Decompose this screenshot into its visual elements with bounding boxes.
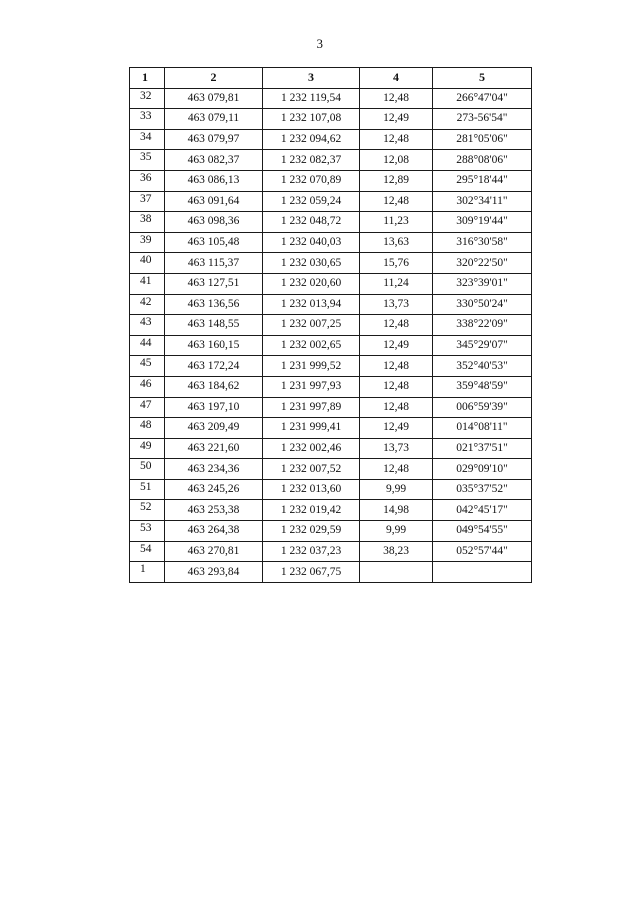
distance-cell: 38,23: [360, 541, 433, 562]
table-row: [130, 109, 532, 130]
bearing-cell: 281°05'06": [433, 129, 532, 150]
x-coordinate-cell: 463 082,37: [165, 150, 263, 171]
table-row: [130, 376, 532, 397]
table-row: [130, 356, 532, 377]
point-number-cell: 53: [130, 521, 165, 542]
x-coordinate-cell: 463 086,13: [165, 170, 263, 191]
point-number-cell: 42: [130, 294, 165, 315]
y-coordinate-cell: 1 232 007,52: [263, 459, 360, 480]
point-number-cell: 38: [130, 212, 165, 233]
bearing-cell: 345°29'07": [433, 335, 532, 356]
point-number-cell: 51: [130, 479, 165, 500]
point-number-cell: 32: [130, 88, 165, 109]
bearing-cell: 052°57'44": [433, 541, 532, 562]
distance-cell: 12,08: [360, 150, 433, 171]
y-coordinate-cell: 1 232 037,23: [263, 541, 360, 562]
x-coordinate-cell: 463 209,49: [165, 418, 263, 439]
x-coordinate-cell: 463 079,81: [165, 88, 263, 109]
table-row: [130, 541, 532, 562]
table-row: [130, 397, 532, 418]
point-number-cell: 36: [130, 170, 165, 191]
table-row: [130, 150, 532, 171]
y-coordinate-cell: 1 232 107,08: [263, 109, 360, 130]
column-header-1: 1: [130, 68, 165, 89]
column-header-4: 4: [360, 68, 433, 89]
y-coordinate-cell: 1 232 059,24: [263, 191, 360, 212]
distance-cell: 13,73: [360, 294, 433, 315]
point-number-cell: 44: [130, 335, 165, 356]
bearing-cell: 309°19'44": [433, 212, 532, 233]
distance-cell: 12,49: [360, 418, 433, 439]
bearing-cell: 049°54'55": [433, 521, 532, 542]
x-coordinate-cell: 463 293,84: [165, 562, 263, 583]
point-number-cell: 48: [130, 418, 165, 439]
table-row: [130, 479, 532, 500]
distance-cell: 12,48: [360, 397, 433, 418]
y-coordinate-cell: 1 232 067,75: [263, 562, 360, 583]
x-coordinate-cell: 463 079,11: [165, 109, 263, 130]
x-coordinate-cell: 463 091,64: [165, 191, 263, 212]
table-row: [130, 88, 532, 109]
x-coordinate-cell: 463 160,15: [165, 335, 263, 356]
distance-cell: 11,24: [360, 273, 433, 294]
y-coordinate-cell: 1 232 048,72: [263, 212, 360, 233]
bearing-cell: 042°45'17": [433, 500, 532, 521]
table-row: [130, 212, 532, 233]
bearing-cell: 316°30'58": [433, 232, 532, 253]
point-number-cell: 33: [130, 109, 165, 130]
x-coordinate-cell: 463 148,55: [165, 315, 263, 336]
point-number-cell: 45: [130, 356, 165, 377]
distance-cell: 9,99: [360, 521, 433, 542]
table-row: [130, 129, 532, 150]
point-number-cell: 35: [130, 150, 165, 171]
distance-cell: 12,48: [360, 191, 433, 212]
x-coordinate-cell: 463 184,62: [165, 376, 263, 397]
distance-cell: 12,48: [360, 356, 433, 377]
bearing-cell: 359°48'59": [433, 376, 532, 397]
y-coordinate-cell: 1 232 007,25: [263, 315, 360, 336]
distance-cell: 12,48: [360, 88, 433, 109]
distance-cell: 14,98: [360, 500, 433, 521]
distance-cell: 15,76: [360, 253, 433, 274]
bearing-cell: [433, 562, 532, 583]
table-row: [130, 232, 532, 253]
table-row: [130, 438, 532, 459]
column-header-2: 2: [165, 68, 263, 89]
y-coordinate-cell: 1 232 019,42: [263, 500, 360, 521]
x-coordinate-cell: 463 079,97: [165, 129, 263, 150]
distance-cell: 12,49: [360, 109, 433, 130]
x-coordinate-cell: 463 197,10: [165, 397, 263, 418]
y-coordinate-cell: 1 231 999,41: [263, 418, 360, 439]
distance-cell: 12,48: [360, 459, 433, 480]
point-number-cell: 54: [130, 541, 165, 562]
bearing-cell: 266°47'04": [433, 88, 532, 109]
coordinates-table: [129, 67, 532, 583]
table-row: [130, 294, 532, 315]
table-row: [130, 315, 532, 336]
distance-cell: [360, 562, 433, 583]
point-number-cell: 40: [130, 253, 165, 274]
bearing-cell: 320°22'50": [433, 253, 532, 274]
distance-cell: 12,89: [360, 170, 433, 191]
x-coordinate-cell: 463 098,36: [165, 212, 263, 233]
x-coordinate-cell: 463 264,38: [165, 521, 263, 542]
x-coordinate-cell: 463 172,24: [165, 356, 263, 377]
table-row: [130, 562, 532, 583]
table-row: [130, 253, 532, 274]
point-number-cell: 43: [130, 315, 165, 336]
table-row: [130, 191, 532, 212]
bearing-cell: 338°22'09": [433, 315, 532, 336]
point-number-cell: 47: [130, 397, 165, 418]
y-coordinate-cell: 1 232 002,46: [263, 438, 360, 459]
y-coordinate-cell: 1 232 040,03: [263, 232, 360, 253]
x-coordinate-cell: 463 270,81: [165, 541, 263, 562]
x-coordinate-cell: 463 105,48: [165, 232, 263, 253]
bearing-cell: 302°34'11": [433, 191, 532, 212]
distance-cell: 12,48: [360, 315, 433, 336]
x-coordinate-cell: 463 136,56: [165, 294, 263, 315]
point-number-cell: 37: [130, 191, 165, 212]
column-header-3: 3: [263, 68, 360, 89]
bearing-cell: 273-56'54": [433, 109, 532, 130]
bearing-cell: 029°09'10": [433, 459, 532, 480]
point-number-cell: 1: [130, 562, 165, 583]
table-row: [130, 500, 532, 521]
distance-cell: 12,48: [360, 376, 433, 397]
bearing-cell: 330°50'24": [433, 294, 532, 315]
y-coordinate-cell: 1 232 070,89: [263, 170, 360, 191]
bearing-cell: 352°40'53": [433, 356, 532, 377]
point-number-cell: 41: [130, 273, 165, 294]
bearing-cell: 014°08'11": [433, 418, 532, 439]
x-coordinate-cell: 463 221,60: [165, 438, 263, 459]
x-coordinate-cell: 463 234,36: [165, 459, 263, 480]
point-number-cell: 52: [130, 500, 165, 521]
distance-cell: 12,48: [360, 129, 433, 150]
distance-cell: 11,23: [360, 212, 433, 233]
table-row: [130, 170, 532, 191]
x-coordinate-cell: 463 127,51: [165, 273, 263, 294]
table-row: [130, 521, 532, 542]
x-coordinate-cell: 463 115,37: [165, 253, 263, 274]
bearing-cell: 006°59'39": [433, 397, 532, 418]
column-header-5: 5: [433, 68, 532, 89]
x-coordinate-cell: 463 253,38: [165, 500, 263, 521]
y-coordinate-cell: 1 232 002,65: [263, 335, 360, 356]
y-coordinate-cell: 1 232 020,60: [263, 273, 360, 294]
y-coordinate-cell: 1 231 997,89: [263, 397, 360, 418]
y-coordinate-cell: 1 232 013,94: [263, 294, 360, 315]
table-header-row: [130, 68, 532, 89]
y-coordinate-cell: 1 232 030,65: [263, 253, 360, 274]
y-coordinate-cell: 1 231 997,93: [263, 376, 360, 397]
y-coordinate-cell: 1 231 999,52: [263, 356, 360, 377]
y-coordinate-cell: 1 232 029,59: [263, 521, 360, 542]
distance-cell: 13,73: [360, 438, 433, 459]
table-row: [130, 459, 532, 480]
y-coordinate-cell: 1 232 082,37: [263, 150, 360, 171]
table-row: [130, 273, 532, 294]
bearing-cell: 288°08'06": [433, 150, 532, 171]
bearing-cell: 323°39'01": [433, 273, 532, 294]
table-row: [130, 418, 532, 439]
page-number: 3: [316, 36, 324, 51]
y-coordinate-cell: 1 232 094,62: [263, 129, 360, 150]
distance-cell: 9,99: [360, 479, 433, 500]
y-coordinate-cell: 1 232 013,60: [263, 479, 360, 500]
point-number-cell: 46: [130, 376, 165, 397]
point-number-cell: 49: [130, 438, 165, 459]
bearing-cell: 035°37'52": [433, 479, 532, 500]
distance-cell: 13,63: [360, 232, 433, 253]
table-row: [130, 335, 532, 356]
table-body: [130, 88, 532, 582]
distance-cell: 12,49: [360, 335, 433, 356]
point-number-cell: 34: [130, 129, 165, 150]
y-coordinate-cell: 1 232 119,54: [263, 88, 360, 109]
x-coordinate-cell: 463 245,26: [165, 479, 263, 500]
bearing-cell: 295°18'44": [433, 170, 532, 191]
point-number-cell: 50: [130, 459, 165, 480]
bearing-cell: 021°37'51": [433, 438, 532, 459]
point-number-cell: 39: [130, 232, 165, 253]
